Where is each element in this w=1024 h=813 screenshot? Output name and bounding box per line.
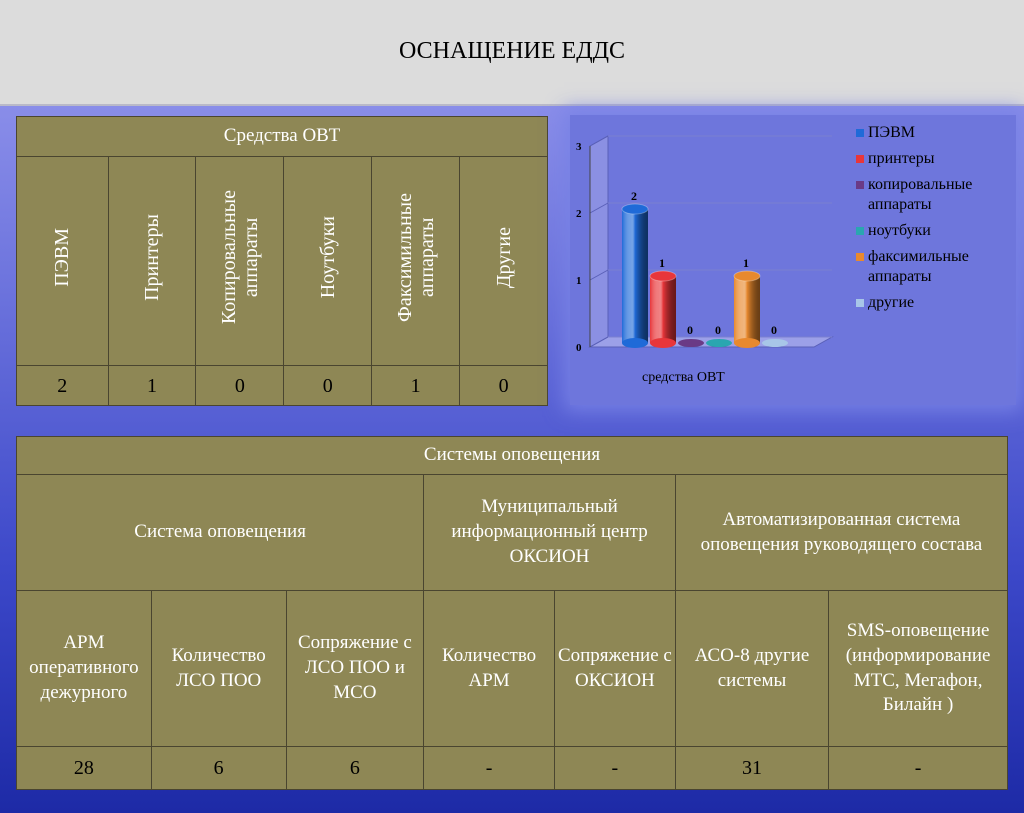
ovt-value-fax: 1 [372, 366, 460, 406]
notify-col-lso-link: Сопряжение с ЛСО ПОО и МСО [286, 591, 424, 747]
chart-legend-label-0: ПЭВМ [868, 124, 916, 141]
ovt-table [16, 116, 548, 406]
ovt-col-pevm: ПЭВМ [17, 157, 109, 366]
chart-legend-label-1: принтеры [868, 150, 935, 167]
chart-legend-label-4: факсимильные аппараты [868, 248, 969, 285]
chart-y-tick-label: 3 [576, 141, 582, 153]
notify-group-aso: Автоматизированная система оповещения руководящего состава [675, 475, 1007, 591]
chart-data-label-2: 0 [687, 323, 693, 337]
chart-legend-marker-1 [856, 155, 864, 163]
chart-data-label-0: 2 [631, 189, 637, 203]
chart-bar-base-0 [622, 338, 648, 348]
title-bar [0, 0, 1024, 106]
notify-value-sms: - [829, 747, 1008, 790]
page-title: ОСНАЩЕНИЕ ЕДДС [399, 38, 625, 64]
notify-group-system: Система оповещения [17, 475, 424, 591]
chart-legend-label-3: ноутбуки [868, 222, 931, 239]
notify-value-lso-link: 6 [286, 747, 424, 790]
chart-bar-top-4 [734, 271, 760, 281]
ovt-value-printers: 1 [108, 366, 196, 406]
ovt-col-fax: Факсимильные аппараты [372, 157, 460, 366]
chart-bar-top-0 [622, 204, 648, 214]
chart-legend-marker-5 [856, 299, 864, 307]
chart-side-wall [590, 136, 608, 347]
chart-bar-base-1 [650, 338, 676, 348]
chart-bar-shade-1 [650, 276, 676, 343]
chart-x-axis-label: средства ОВТ [642, 370, 725, 385]
chart-y-tick-label: 2 [576, 208, 582, 220]
ovt-value-pevm: 2 [17, 366, 109, 406]
chart-bar-base-4 [734, 338, 760, 348]
ovt-col-copiers: Копировальные аппараты [196, 157, 284, 366]
ovt-col-laptops: Ноутбуки [284, 157, 372, 366]
chart-bar-2 [678, 339, 704, 347]
chart-legend-marker-2 [856, 181, 864, 189]
chart-legend-label-5: другие [868, 294, 915, 311]
ovt-col-other: Другие [460, 157, 548, 366]
chart-bar-3 [706, 339, 732, 347]
ovt-chart-svg [570, 115, 1016, 405]
chart-y-tick-label: 1 [576, 275, 582, 287]
notify-header: Системы оповещения [17, 437, 1008, 475]
notify-col-aso8: АСО-8 другие системы [675, 591, 828, 747]
chart-bar-shade-0 [622, 209, 648, 343]
chart-data-label-1: 1 [659, 256, 665, 270]
notify-col-arm-count: Количество АРМ [424, 591, 555, 747]
notify-table [16, 436, 1008, 790]
notify-col-lso-count: Количество ЛСО ПОО [151, 591, 286, 747]
chart-legend-marker-3 [856, 227, 864, 235]
notify-value-arm-duty: 28 [17, 747, 152, 790]
notify-value-lso-count: 6 [151, 747, 286, 790]
ovt-value-other: 0 [460, 366, 548, 406]
chart-bar-shade-4 [734, 276, 760, 343]
notify-value-arm-count: - [424, 747, 555, 790]
chart-legend-marker-0 [856, 129, 864, 137]
ovt-value-laptops: 0 [284, 366, 372, 406]
notify-group-oksion: Муниципальный информационный центр ОКСИОН [424, 475, 676, 591]
notify-value-oksion-link: - [554, 747, 675, 790]
chart-y-tick-label: 0 [576, 342, 582, 354]
notify-col-oksion-link: Сопряжение с ОКСИОН [554, 591, 675, 747]
chart-bar-5 [762, 339, 788, 347]
notify-col-sms: SMS-оповещение (информирование МТС, Мегафон, Билайн ) [829, 591, 1008, 747]
ovt-header: Средства ОВТ [17, 117, 548, 157]
chart-bar-top-1 [650, 271, 676, 281]
notify-col-arm-duty: АРМ оперативного дежурного [17, 591, 152, 747]
ovt-col-printers: Принтеры [108, 157, 196, 366]
chart-data-label-4: 1 [743, 256, 749, 270]
chart-legend-marker-4 [856, 253, 864, 261]
chart-data-label-5: 0 [771, 323, 777, 337]
ovt-chart [570, 115, 1016, 405]
chart-legend-label-2: копировальные аппараты [868, 176, 973, 213]
ovt-value-copiers: 0 [196, 366, 284, 406]
notify-value-aso8: 31 [675, 747, 828, 790]
chart-data-label-3: 0 [715, 323, 721, 337]
